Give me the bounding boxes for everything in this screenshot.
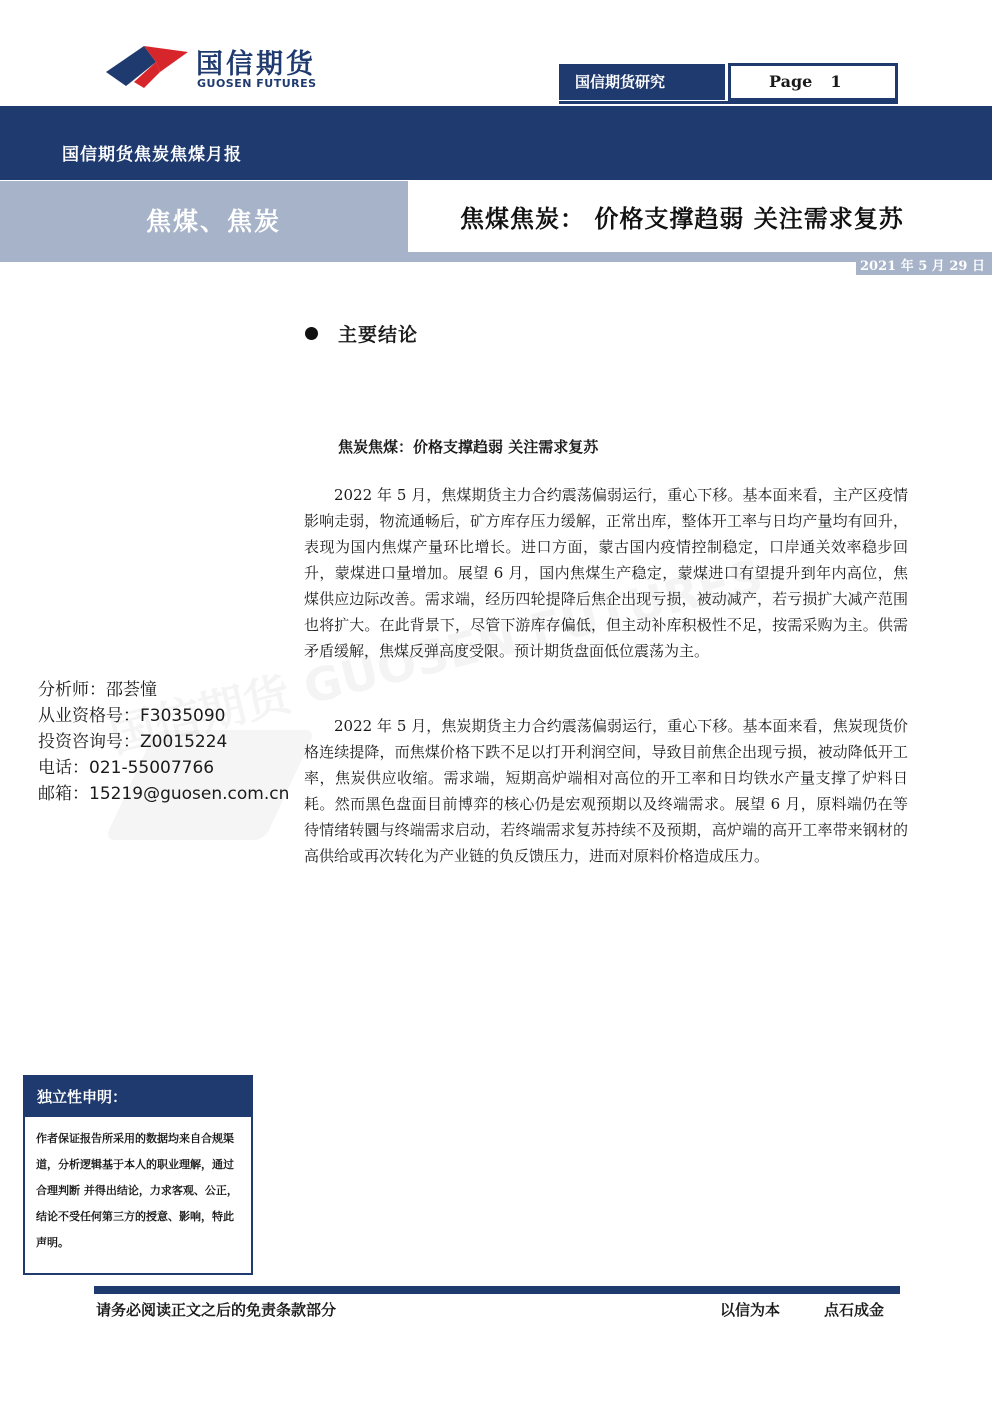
banner-strip [0,252,992,262]
logo-text-cn: 国信期货 [196,49,316,80]
sector-label: 焦煤、焦炭 [146,207,282,236]
analyst-info [38,677,289,807]
section-title: 主要结论 [338,324,419,346]
guosen-logo-icon [104,42,190,90]
coking-coal-paragraph: 2022 年 5 月，焦煤期货主力合约震荡偏弱运行，重心下移。基本面来看，主产区疫情影响走弱，物流通畅后，矿方库存压力缓解，正常出库，整体开工率与日均产量均有回升，表现为国内焦煤产量环比增长。进口方面，蒙古国内疫情控制稳定，口岸通关效率稳步回升，蒙煤进口量增加。展望 6 月，国内焦煤生产稳定，蒙煤进口有望提升到年内高位，焦煤供应边际改善。需求端，经历四轮提降后焦企出现亏损，被动减产，若亏损扩大减产范围也将扩大。在此背景下，尽管下游库存偏低，但主动补库积极性不足，按需采购为主。供需矛盾缓解，焦煤反弹高度受限。预计期货盘面低位震荡为主。 [304,486,908,660]
disclaimer-note: 请务必阅读正文之后的免责条款部分 [96,1301,337,1319]
page-indicator [728,63,898,101]
footer-rule [94,1286,900,1294]
motto-1: 以信为本 [720,1301,781,1319]
header-rule [559,101,898,104]
analyst-name: 分析师：邵荟憧 [38,680,157,700]
declaration-body: 作者保证报告所采用的数据均来自合规渠道，分析逻辑基于本人的职业理解，通过合理判断 并得出结论，力求客观、公正，结论不受任何第三方的授意、影响，特此声明。 [36,1132,238,1249]
logo-text-en: GUOSEN FUTURES [197,77,317,90]
page-label: Page [769,72,813,91]
report-date: 2021 年 5 月 29 日 [860,259,985,274]
subheading: 焦炭焦煤：价格支撑趋弱 关注需求复苏 [338,438,599,456]
analyst-advisory: 投资咨询号：Z0015224 [38,732,228,752]
bullet-icon [305,327,318,340]
report-title: 焦煤焦炭： 价格支撑趋弱 关注需求复苏 [460,204,904,233]
analyst-email: 邮箱：15219@guosen.com.cn [38,784,290,804]
page-number: 1 [830,72,842,91]
department-tag: 国信期货研究 [559,64,725,100]
analyst-cert: 从业资格号：F3035090 [38,706,226,726]
motto-2: 点石成金 [824,1301,885,1319]
analyst-phone: 电话：021-55007766 [38,758,215,778]
declaration-title: 独立性申明： [25,1077,251,1117]
coke-paragraph: 2022 年 5 月，焦炭期货主力合约震荡偏弱运行，重心下移。基本面来看，焦炭现货价格连续提降，而焦煤价格下跌不足以打开利润空间，导致目前焦企出现亏损，被动降低开工率，焦炭供应收缩。需求端，短期高炉端相对高位的开工率和日均铁水产量支撑了炉料日耗。然而黑色盘面目前博弈的核心仍是宏观预期以及终端需求。展望 6 月，原料端仍在等待情绪转圜与终端需求启动，若终端需求复苏持续不及预期，高炉端的高开工率带来钢材的高供给或再次转化为产业链的负反馈压力，进而对原料价格造成压力。 [304,717,908,865]
report-series-title: 国信期货焦炭焦煤月报 [62,145,242,165]
